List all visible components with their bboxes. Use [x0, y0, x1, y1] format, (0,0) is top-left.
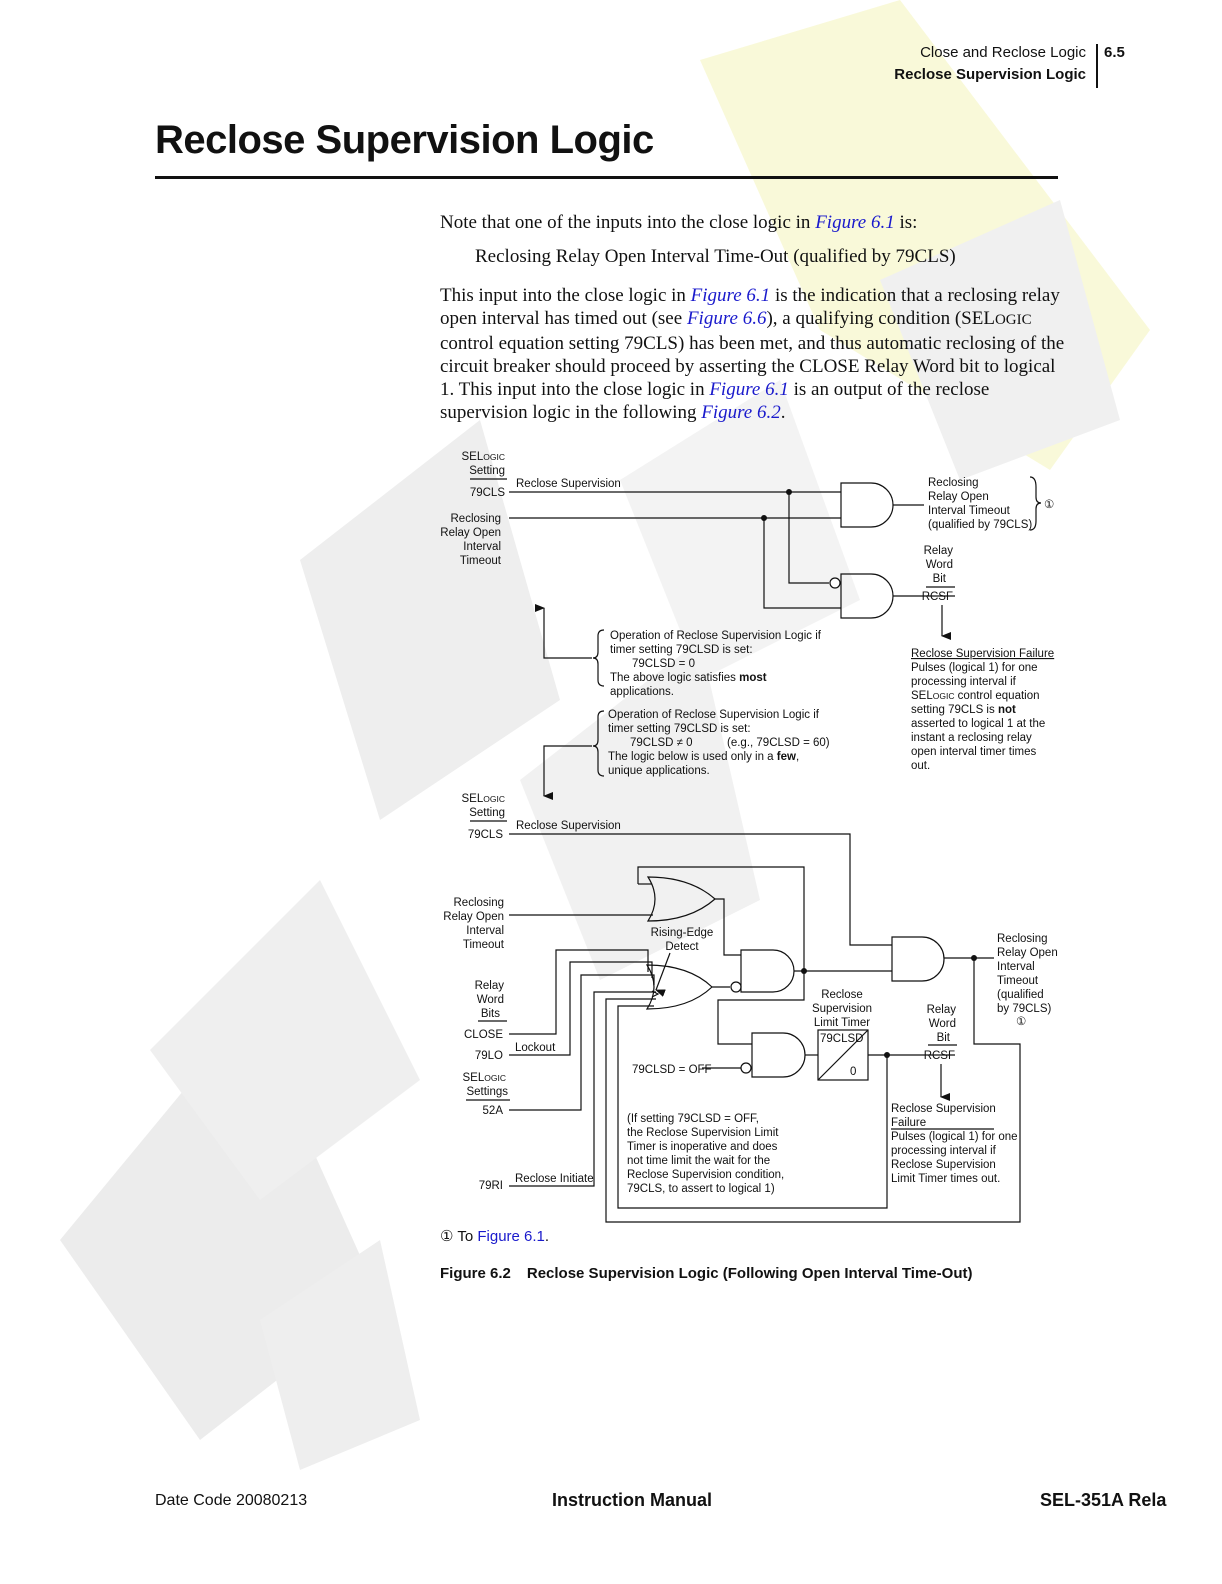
footnote-marker: ①	[440, 1228, 454, 1245]
figure-caption	[440, 1265, 972, 1282]
input-79cls: 79CLS	[469, 487, 505, 499]
junction-dot	[884, 1052, 890, 1058]
figure-number: Figure 6.2	[440, 1265, 511, 1282]
rroi-label-3: Interval	[463, 541, 501, 553]
input-close: CLOSE	[464, 1029, 503, 1041]
output-label-1: Reclosing	[928, 477, 979, 489]
rroi-label-1: Reclosing	[450, 513, 501, 525]
rroi-label-2: Relay Open	[443, 911, 504, 923]
rsf-line: open interval timer times	[911, 746, 1037, 758]
lockout-label: Lockout	[515, 1042, 556, 1054]
figure-6-1-link[interactable]: Figure 6.1	[690, 285, 771, 306]
junction-dot	[971, 955, 977, 961]
note-a-line: Operation of Reclose Supervision Logic if	[610, 630, 821, 642]
quoted-input-name: Reclosing Relay Open Interval Time-Out (qualified by 79CLS)	[475, 246, 956, 267]
para-text: This input into the close logic in	[440, 285, 691, 306]
timer-dropout: 0	[850, 1066, 857, 1078]
off-note-line: the Reclose Supervision Limit	[627, 1127, 779, 1139]
rsf-line: Pulses (logical 1) for one	[891, 1131, 1018, 1143]
date-code: Date Code 20080213	[155, 1492, 308, 1509]
para-text: is an output of the reclose supervision logic in the following	[440, 379, 990, 423]
rsf-line: setting 79CLS is not	[911, 704, 1016, 716]
off-note-line: Timer is inoperative and does	[627, 1141, 778, 1153]
and-gate	[741, 950, 794, 992]
output-label-2: Relay Open	[928, 491, 989, 503]
relay-word-bit-2: Word	[928, 1018, 956, 1030]
running-header-section: Close and Reclose Logic	[920, 44, 1086, 61]
relay-word-bit-1: Relay	[926, 1004, 956, 1016]
input-79lo: 79LO	[474, 1050, 503, 1062]
rsf-line: SELOGIC control equation	[911, 690, 1040, 702]
timer-pickup: 79CLSD	[820, 1033, 864, 1045]
para-text: .	[780, 402, 786, 423]
figure-6-1-link[interactable]: Figure 6.1	[477, 1228, 545, 1245]
para-text: is the indication that a reclosing relay open interval has timed out (see	[440, 285, 1060, 329]
para-text: control equation setting 79CLS) has been met, and thus automatic reclosing of the circuit breaker should proceed by asserting the CLOSE Relay Word bit to logical 1. This input into the close logic in	[440, 333, 1065, 400]
arrow-down-to-bottom-logic	[544, 746, 592, 796]
settings-label: Settings	[466, 1086, 508, 1098]
wire-rroi-to-and2	[764, 518, 841, 608]
rsf-line: processing interval if	[891, 1145, 996, 1157]
product-name: SEL-351A Rela	[1040, 1490, 1167, 1510]
reclose-supervision-label: Reclose Supervision	[516, 478, 621, 490]
rroi-label-4: Timeout	[462, 939, 504, 951]
output-label: Timeout	[997, 975, 1039, 987]
input-79ri: 79RI	[478, 1180, 503, 1192]
output-label: Interval	[997, 961, 1035, 973]
off-note-line: (If setting 79CLSD = OFF,	[627, 1113, 759, 1125]
rroi-label-2: Relay Open	[440, 527, 501, 539]
figure-caption-text: Reclose Supervision Logic (Following Open Interval Time-Out)	[526, 1265, 973, 1282]
note-brace	[593, 630, 604, 686]
intro-text: Note that one of the inputs into the close logic in	[440, 212, 816, 233]
circle-1-marker: ①	[1044, 499, 1055, 511]
and-gate	[892, 937, 944, 981]
reclose-supervision-label: Reclose Supervision	[516, 820, 621, 832]
note-b-line: 79CLSD ≠ 0	[630, 737, 693, 749]
rsf-line: processing interval if	[911, 676, 1016, 688]
arrow-up-to-top-logic	[544, 608, 592, 658]
and-gate	[841, 574, 893, 618]
figure-6-1-link[interactable]: Figure 6.1	[815, 212, 895, 233]
rsf-line: Reclose Supervision	[891, 1103, 996, 1115]
limit-timer-label-1: Reclose	[821, 989, 863, 1001]
rcsf-label: RCSF	[923, 1050, 955, 1062]
page-number: 6.5	[1104, 44, 1125, 61]
bottom-logic-section	[443, 793, 1057, 1222]
note-b-line: Operation of Reclose Supervision Logic if	[608, 709, 819, 721]
figure-footnote	[440, 1227, 549, 1245]
mode-selection-notes	[544, 608, 830, 796]
relay-word-bit-3: Bit	[932, 573, 946, 585]
limit-timer-label-2: Supervision	[811, 1003, 873, 1015]
off-note-line: not time limit the wait for the	[627, 1155, 771, 1167]
running-header-subsection: Reclose Supervision Logic	[894, 66, 1086, 83]
note-a-line: timer setting 79CLSD is set:	[610, 644, 753, 656]
output-label: by 79CLS)	[997, 1003, 1052, 1015]
setting-label: Setting	[469, 465, 505, 477]
limit-timer-label-3: Limit Timer	[813, 1017, 871, 1029]
note-brace	[593, 711, 604, 776]
relay-word-bit-3: Bit	[936, 1032, 950, 1044]
rsf-line: asserted to logical 1 at the	[911, 718, 1046, 730]
para-smallcaps: OGIC	[994, 312, 1032, 328]
page-title: Reclose Supervision Logic	[155, 118, 654, 162]
note-b-line: unique applications.	[608, 765, 710, 777]
rsf-line: Limit Timer times out.	[891, 1173, 1001, 1185]
wire-or1-to-and	[715, 899, 741, 955]
rising-edge-label-1: Rising-Edge	[650, 927, 714, 939]
note-b-line: The logic below is used only in a few,	[608, 751, 800, 763]
inverter-bubble	[741, 1063, 751, 1073]
off-note-line: Reclose Supervision condition,	[627, 1169, 785, 1181]
note-a-line: The above logic satisfies most	[610, 672, 767, 684]
intro-text-end: is:	[894, 212, 918, 233]
rroi-label-1: Reclosing	[453, 897, 504, 909]
output-label: Reclosing	[997, 933, 1048, 945]
output-label: (qualified	[997, 989, 1044, 1001]
footnote-text: To	[453, 1228, 478, 1245]
and-gate	[752, 1033, 805, 1077]
footnote-end: .	[544, 1228, 550, 1245]
note-b-line: timer setting 79CLSD is set:	[608, 723, 751, 735]
rsf-line: instant a reclosing relay	[911, 732, 1032, 744]
relay-word-bit-1: Relay	[923, 545, 953, 557]
rsf-line: Failure	[891, 1117, 927, 1129]
note-a-line: 79CLSD = 0	[632, 658, 695, 670]
output-label: Relay Open	[997, 947, 1058, 959]
and-gate	[841, 483, 893, 527]
input-52a: 52A	[482, 1105, 503, 1117]
timer-off-label: 79CLSD = OFF	[632, 1064, 712, 1076]
selogic-label: SELOGIC	[462, 1072, 506, 1084]
rsf-line: Reclose Supervision	[891, 1159, 996, 1171]
note-b-example: (e.g., 79CLSD = 60)	[727, 737, 830, 749]
figure-6-2-link[interactable]: Figure 6.2	[701, 402, 781, 423]
rising-edge-label-2: Detect	[665, 941, 699, 953]
setting-label: Setting	[469, 807, 505, 819]
inverter-bubble	[830, 578, 840, 588]
relay-word-bits-3: Bits	[480, 1008, 500, 1020]
figure-6-6-link[interactable]: Figure 6.6	[686, 308, 767, 329]
rsf-line: Pulses (logical 1) for one	[911, 662, 1038, 674]
rsf-title: Reclose Supervision Failure	[911, 648, 1055, 660]
selogic-label: SELOGIC	[461, 793, 505, 805]
output-label-3: Interval Timeout	[928, 505, 1010, 517]
rcsf-label: RCSF	[921, 591, 953, 603]
wire-to-inverter	[789, 492, 829, 583]
relay-word-bits-2: Word	[476, 994, 504, 1006]
circle-1-marker: ①	[1016, 1016, 1027, 1028]
selogic-label: SELOGIC	[461, 451, 505, 463]
figure-6-1-link[interactable]: Figure 6.1	[709, 379, 789, 400]
rroi-label-4: Timeout	[459, 555, 501, 567]
manual-type: Instruction Manual	[552, 1490, 713, 1510]
inverter-bubble	[731, 982, 741, 992]
input-79cls: 79CLS	[467, 829, 503, 841]
note-a-line: applications.	[610, 686, 674, 698]
relay-word-bit-2: Word	[925, 559, 953, 571]
rising-edge-pointer	[656, 953, 670, 990]
rsf-line: out.	[911, 760, 931, 772]
off-note-line: 79CLS, to assert to logical 1)	[627, 1183, 775, 1195]
relay-word-bits-1: Relay	[474, 980, 504, 992]
para-text: ), a qualifying condition (SEL	[766, 308, 995, 329]
or-gate	[648, 877, 715, 921]
wire-feedback	[638, 867, 804, 970]
reclose-initiate-label: Reclose Initiate	[515, 1173, 594, 1185]
output-label-4: (qualified by 79CLS)	[928, 519, 1033, 531]
rroi-label-3: Interval	[466, 925, 504, 937]
